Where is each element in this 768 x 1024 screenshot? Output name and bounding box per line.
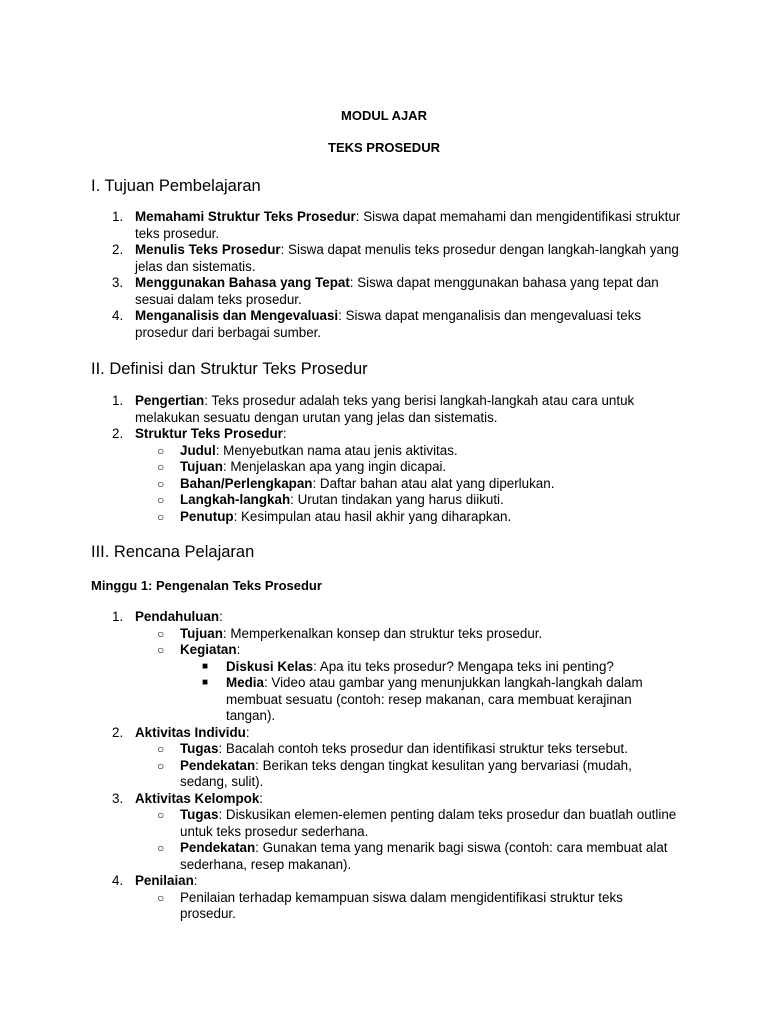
item-title: Penilaian: [135, 873, 194, 888]
list-number: 1.: [112, 209, 124, 224]
rencana-list: [0, 609, 768, 923]
sub-list-item: [0, 642, 768, 659]
item-title: Kegiatan: [180, 642, 237, 657]
item-title: Menggunakan Bahasa yang Tepat: [135, 275, 350, 290]
sub-list-item: [0, 443, 768, 460]
sub-sub-list-item: [0, 675, 768, 725]
circle-bullet-icon: ○: [157, 841, 165, 855]
circle-bullet-icon: ○: [157, 890, 165, 905]
list-number: 2.: [112, 724, 124, 740]
item-title: Struktur Teks Prosedur: [135, 426, 283, 441]
item-text: : Bacalah contoh teks prosedur dan identifikasi struktur teks tersebut.: [218, 741, 628, 756]
item-text: : Apa itu teks prosedur? Mengapa teks ini penting?: [313, 658, 614, 674]
list-item: [0, 209, 768, 242]
item-text: : Kesimpulan atau hasil akhir yang diharapkan.: [233, 508, 512, 524]
item-title: Langkah-langkah: [180, 492, 291, 507]
item-title: Pendahuluan: [135, 609, 220, 624]
list-number: 1.: [112, 393, 124, 408]
item-text: : Siswa dapat menganalisis dan mengevaluasi teks prosedur dari berbagai sumber.: [135, 308, 642, 340]
list-number: 3.: [112, 275, 124, 290]
sub-list-item: [0, 476, 768, 493]
item-title: Bahan/Perlengkapan: [180, 475, 313, 491]
circle-bullet-icon: ○: [157, 742, 165, 756]
list-number: 4.: [112, 308, 124, 323]
item-text: : Siswa dapat memahami dan mengidentifikasi struktur teks prosedur.: [135, 209, 681, 241]
list-item: [0, 725, 768, 742]
tujuan-list: [0, 209, 768, 341]
item-text: :: [259, 790, 264, 806]
section-heading-rencana: III. Rencana Pelajaran: [91, 543, 255, 561]
item-text: : Memperkenalkan konsep dan struktur teks prosedur.: [222, 625, 543, 641]
item-text: : Teks prosedur adalah teks yang berisi langkah-langkah atau cara untuk melakukan sesuatu dengan urutan yang jelas dan sistematis.: [135, 393, 635, 425]
sub-list-item: [0, 807, 768, 840]
section-heading-tujuan: I. Tujuan Pembelajaran: [91, 177, 261, 195]
item-text: :: [245, 724, 250, 740]
item-text: :: [219, 609, 223, 624]
item-text: :: [193, 873, 198, 888]
item-title: Media: [226, 675, 264, 690]
item-text: :: [236, 642, 241, 657]
definisi-list: [0, 393, 768, 525]
item-text: : Siswa dapat menggunakan bahasa yang tepat dan sesuai dalam teks prosedur.: [135, 275, 659, 307]
item-title: Menganalisis dan Mengevaluasi: [135, 308, 339, 323]
sub-list-item: [0, 492, 768, 509]
list-item: [0, 609, 768, 626]
item-text: :: [282, 426, 287, 441]
item-text: : Urutan tindakan yang harus diikuti.: [290, 492, 504, 507]
sub-list-item: [0, 741, 768, 758]
list-item: [0, 308, 768, 341]
circle-bullet-icon: ○: [157, 808, 165, 822]
circle-bullet-icon: ○: [157, 758, 165, 773]
item-text: Penilaian terhadap kemampuan siswa dalam mengidentifikasi struktur teks prosedur.: [180, 889, 623, 921]
item-text: : Daftar bahan atau alat yang diperlukan.: [312, 475, 555, 491]
item-title: Tugas: [180, 741, 219, 756]
list-item: [0, 242, 768, 275]
list-number: 3.: [112, 790, 124, 806]
week-heading: Minggu 1: Pengenalan Teks Prosedur: [91, 578, 322, 593]
item-title: Diskusi Kelas: [226, 658, 314, 674]
item-title: Aktivitas Individu: [135, 724, 246, 740]
circle-bullet-icon: ○: [157, 626, 165, 641]
item-text: : Berikan teks dengan tingkat kesulitan yang bervariasi (mudah, sedang, sulit).: [180, 757, 632, 789]
circle-bullet-icon: ○: [157, 643, 165, 657]
sub-list-item: [0, 626, 768, 643]
item-text: : Menjelaskan apa yang ingin dicapai.: [222, 459, 447, 474]
item-text: : Diskusikan elemen-elemen penting dalam teks prosedur dan buatlah outline untuk teks prosedur sederhana.: [180, 807, 677, 839]
item-title: Memahami Struktur Teks Prosedur: [135, 209, 356, 224]
circle-bullet-icon: ○: [157, 509, 165, 524]
sub-list-item: [0, 890, 768, 923]
item-title: Penutup: [180, 508, 234, 524]
square-bullet-icon: ■: [202, 660, 209, 672]
item-title: Tujuan: [180, 625, 223, 641]
item-title: Pendekatan: [180, 840, 256, 855]
item-title: Menulis Teks Prosedur: [135, 242, 281, 257]
item-title: Pendekatan: [180, 757, 256, 773]
circle-bullet-icon: ○: [157, 460, 165, 474]
circle-bullet-icon: ○: [157, 493, 165, 507]
item-text: : Gunakan tema yang menarik bagi siswa (contoh: cara membuat alat sederhana, resep makanan).: [180, 840, 668, 872]
item-title: Judul: [180, 442, 216, 458]
sub-sub-list-item: [0, 659, 768, 676]
item-title: Tugas: [180, 807, 219, 822]
list-item: [0, 393, 768, 426]
item-text: : Video atau gambar yang menunjukkan langkah-langkah dalam membuat sesuatu (contoh: resep makanan, cara membuat kerajinan tangan).: [226, 675, 643, 723]
list-number: 2.: [112, 426, 124, 441]
square-bullet-icon: ■: [202, 677, 209, 688]
document-title: MODUL AJAR: [341, 108, 427, 123]
circle-bullet-icon: ○: [157, 476, 165, 491]
list-item: [0, 873, 768, 890]
list-item: [0, 426, 768, 443]
circle-bullet-icon: ○: [157, 443, 165, 458]
item-title: Tujuan: [180, 459, 223, 474]
item-text: : Siswa dapat menulis teks prosedur dengan langkah-langkah yang jelas dan sistematis.: [135, 242, 679, 274]
document-subtitle: TEKS PROSEDUR: [328, 140, 440, 155]
section-heading-definisi: II. Definisi dan Struktur Teks Prosedur: [91, 360, 368, 378]
sub-list-item: [0, 758, 768, 791]
list-item: [0, 791, 768, 808]
list-number: 4.: [112, 873, 124, 888]
list-item: [0, 275, 768, 308]
sub-list-item: [0, 840, 768, 873]
item-text: : Menyebutkan nama atau jenis aktivitas.: [215, 442, 458, 458]
sub-list-item: [0, 509, 768, 526]
list-number: 1.: [112, 609, 124, 624]
item-title: Aktivitas Kelompok: [135, 790, 260, 806]
sub-list-item: [0, 459, 768, 476]
item-title: Pengertian: [135, 393, 205, 408]
list-number: 2.: [112, 242, 124, 257]
